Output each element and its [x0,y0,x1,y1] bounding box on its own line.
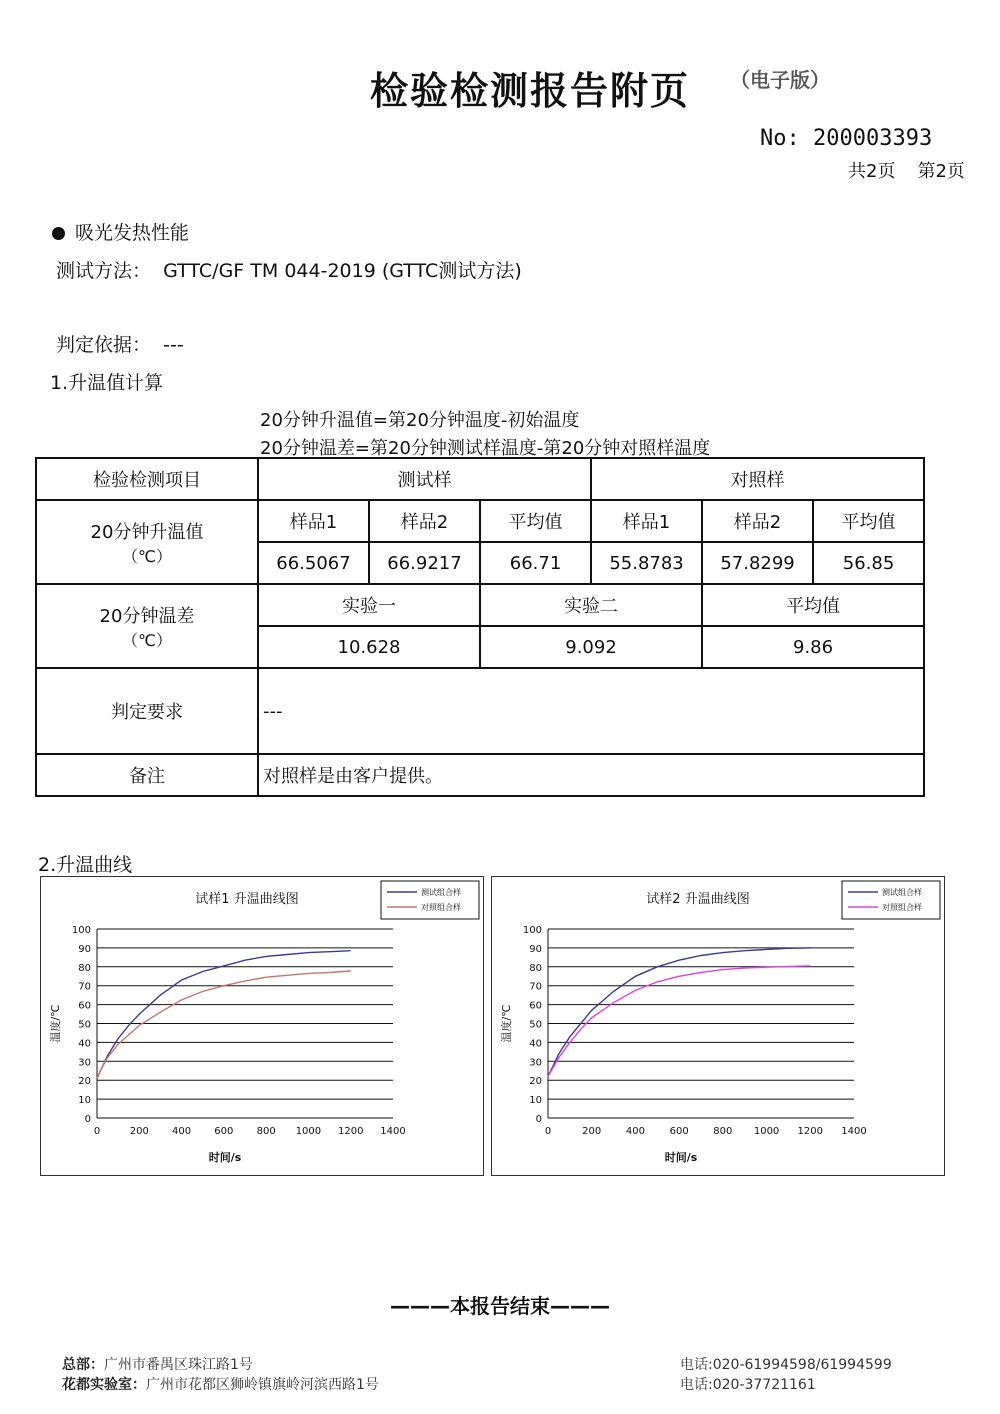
diff-label-cell [36,584,258,668]
footer-lab [62,1374,379,1394]
control-value-1: 55.8783 [591,542,702,584]
y-tick-label: 20 [529,1076,542,1088]
x-tick-label: 600 [669,1126,689,1137]
diff-value-avg: 9.86 [702,626,924,668]
edition-label: （电子版） [730,68,830,92]
control-value-2: 57.8299 [702,542,813,584]
exp1-header: 实验一 [258,584,480,626]
formula-diff: 20分钟温差=第20分钟测试样温度-第20分钟对照样温度 [260,438,711,459]
hq-label: 总部： [62,1357,104,1373]
y-tick-label: 50 [529,1019,542,1031]
footer-phone-lab: 电话:020-37721161 [680,1377,816,1393]
legend-label: 对照组合样 [882,903,922,912]
x-tick-label: 1200 [797,1126,824,1137]
test-col-sample2: 样品2 [369,500,480,542]
current-page: 第2页 [917,161,965,182]
x-tick-label: 0 [544,1126,552,1137]
x-tick-label: 400 [625,1126,645,1137]
control-sample-header: 对照样 [591,458,924,500]
control-value-avg: 56.85 [813,542,924,584]
lab-label: 花都实验室： [62,1377,146,1393]
exp2-header: 实验二 [480,584,702,626]
series-line-2 [548,966,810,1077]
table-row [36,584,924,626]
y-tick-label: 70 [529,981,542,993]
test-value-1: 66.5067 [258,542,369,584]
chart-title: 试样1 升温曲线图 [195,892,299,907]
method-label: 测试方法： [56,260,152,282]
basis-label: 判定依据： [56,334,152,356]
legend-box [381,881,479,919]
table-row [36,500,924,542]
control-col-sample1: 样品1 [591,500,702,542]
y-axis-label: 温度/℃ [500,1004,513,1043]
page-indicator [848,157,965,183]
lab-address: 广州市花都区狮岭镇旗岭河滨西路1号 [146,1377,379,1393]
x-tick-label: 800 [256,1126,276,1137]
results-table [35,457,925,797]
control-col-sample2: 样品2 [702,500,813,542]
total-pages: 共2页 [848,161,896,182]
x-tick-label: 800 [713,1126,733,1137]
legend-box [842,881,940,919]
calc-heading: 1.升温值计算 [50,372,164,394]
legend-label: 测试组合样 [882,888,922,897]
section-title [52,218,189,245]
y-tick-label: 30 [529,1057,542,1069]
y-tick-label: 80 [529,962,542,974]
chart-svg [492,877,944,1175]
section-title-text: 吸光发热性能 [75,222,190,244]
report-end-mark: ———本报告结束——— [390,1294,610,1318]
x-tick-label: 1400 [380,1126,406,1137]
remark-label: 备注 [36,754,258,796]
table-row [36,668,924,754]
y-tick-label: 100 [522,925,542,936]
x-tick-label: 600 [214,1126,234,1137]
y-axis-label: 温度/℃ [49,1004,62,1043]
x-tick-label: 1000 [753,1126,780,1137]
rise-label: 20分钟升温值 [90,521,204,543]
table-header-row [36,458,924,500]
method-value: GTTC/GF TM 044-2019 (GTTC测试方法) [163,260,522,282]
diff-label: 20分钟温差 [99,605,195,627]
requirement-label: 判定要求 [36,668,258,754]
x-tick-label: 1200 [337,1126,364,1137]
y-tick-label: 0 [535,1114,542,1125]
test-col-avg: 平均值 [480,500,591,542]
series-line-2 [97,971,351,1078]
report-title: 检验检测报告附页 [370,69,691,113]
item-header: 检验检测项目 [36,458,258,500]
test-value-2: 66.9217 [369,542,480,584]
y-tick-label: 10 [529,1095,542,1107]
x-tick-label: 0 [93,1126,101,1137]
x-tick-label: 200 [582,1126,602,1137]
y-tick-label: 0 [84,1114,91,1125]
y-tick-label: 90 [529,943,542,955]
y-tick-label: 40 [78,1038,91,1050]
hq-address: 广州市番禺区珠江路1号 [104,1357,253,1373]
y-tick-label: 70 [78,981,91,993]
diff-avg-header: 平均值 [702,584,924,626]
y-tick-label: 90 [78,943,91,955]
x-axis-label: 时间/s [208,1151,242,1164]
report-number: No: 200003393 [760,126,933,151]
requirement-value: --- [258,668,924,754]
remark-value: 对照样是由客户提供。 [258,754,924,796]
chart-title: 试样2 升温曲线图 [646,892,750,907]
legend-label: 对照组合样 [421,903,461,912]
test-sample-header: 测试样 [258,458,591,500]
y-tick-label: 50 [78,1019,91,1031]
chart-svg [41,877,483,1175]
series-line-1 [97,951,351,1079]
y-tick-label: 40 [529,1038,542,1050]
y-tick-label: 60 [529,1000,542,1012]
diff-unit: （℃） [122,630,172,650]
judgment-basis [56,330,184,357]
basis-value: --- [163,334,184,356]
heating-curve-chart-1 [40,876,484,1176]
y-tick-label: 20 [78,1076,91,1088]
curve-heading: 2.升温曲线 [38,854,133,876]
y-tick-label: 10 [78,1095,91,1107]
x-tick-label: 200 [129,1126,149,1137]
diff-value-exp2: 9.092 [480,626,702,668]
footer-phone-hq: 电话:020-61994598/61994599 [680,1357,892,1373]
legend-label: 测试组合样 [421,888,461,897]
x-axis-label: 时间/s [664,1151,698,1164]
control-col-avg: 平均值 [813,500,924,542]
rise-label-cell [36,500,258,584]
y-tick-label: 100 [71,925,91,936]
test-value-avg: 66.71 [480,542,591,584]
y-tick-label: 30 [78,1057,91,1069]
diff-value-exp1: 10.628 [258,626,480,668]
heating-curve-chart-2 [491,876,945,1176]
footer-hq [62,1354,253,1374]
bullet-icon [52,227,65,240]
table-row [36,754,924,796]
formula-rise: 20分钟升温值=第20分钟温度-初始温度 [260,410,580,431]
test-col-sample1: 样品1 [258,500,369,542]
y-tick-label: 80 [78,962,91,974]
y-tick-label: 60 [78,1000,91,1012]
x-tick-label: 1400 [841,1126,867,1137]
test-method [56,256,522,283]
x-tick-label: 1000 [295,1126,322,1137]
rise-unit: （℃） [122,546,172,566]
x-tick-label: 400 [172,1126,192,1137]
